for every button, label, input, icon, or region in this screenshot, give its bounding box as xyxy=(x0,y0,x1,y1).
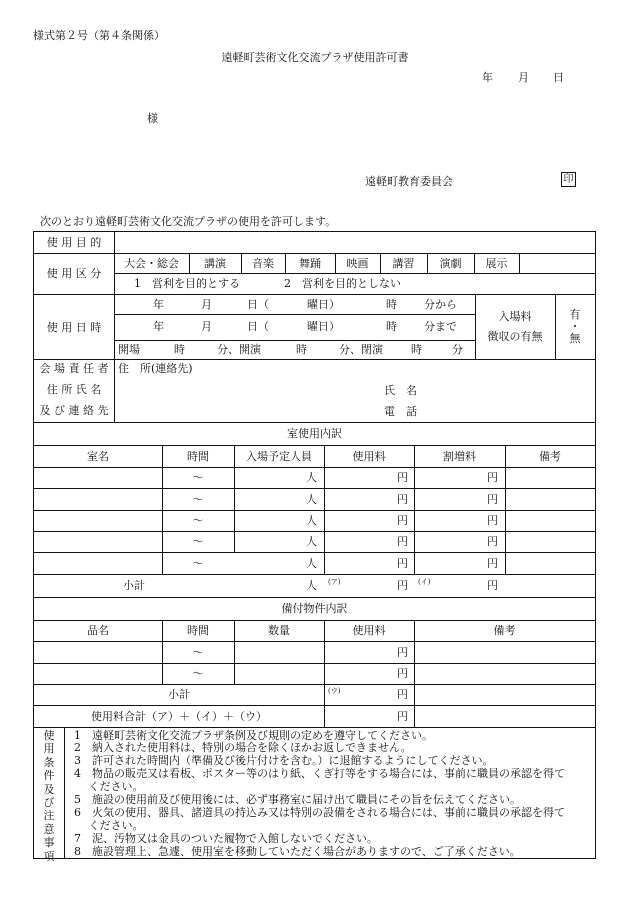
close-hour: 時 xyxy=(411,343,422,356)
room-time[interactable]: ～ xyxy=(192,514,204,527)
permit-form xyxy=(33,231,596,863)
condition-line: 1 遠軽町芸術文化交流プラザ条例及び規則の定めを遵守してください。 xyxy=(74,729,433,742)
start-weekday: 曜日） xyxy=(307,298,340,311)
equipment-time[interactable]: ～ xyxy=(192,667,204,680)
room-time[interactable]: ～ xyxy=(192,557,204,570)
end-hour: 時 xyxy=(386,320,397,333)
manager-phone[interactable]: 電 話 xyxy=(384,405,417,418)
condition-line: 5 施設の使用前及び使用後には、必ず事務室に届け出て職員にその旨を伝えてください。 xyxy=(74,793,521,806)
room-fee[interactable]: 円 xyxy=(397,514,408,527)
condition-line: 7 泥、汚物又は金具のついた履物で入館しないでください。 xyxy=(74,832,378,845)
rooms-header-time: 時間 xyxy=(187,450,209,463)
room-surcharge[interactable]: 円 xyxy=(487,514,498,527)
room-surcharge[interactable]: 円 xyxy=(487,471,498,484)
equipment-header-qty: 数量 xyxy=(268,624,290,637)
start-time-label: 、開演 xyxy=(228,343,261,356)
condition-line: 3 許可された時間内（準備及び後片付けを含む。）に退館するようにしてください。 xyxy=(74,754,494,767)
purpose-field[interactable] xyxy=(116,233,593,252)
rooms-subtotal-fee: 円 xyxy=(397,579,408,592)
admission-collect-label: 徴収の有無 xyxy=(487,330,543,343)
rooms-subtotal-fee-mark: (ア) xyxy=(328,578,341,586)
close-minute: 分 xyxy=(452,343,463,356)
date-year: 年 xyxy=(482,71,493,84)
category-option[interactable]: 講習 xyxy=(392,257,415,270)
start-minute: 分から xyxy=(424,298,457,311)
category-option[interactable]: 映画 xyxy=(346,257,369,270)
end-day: 日（ xyxy=(247,320,269,333)
condition-line: 6 火気の使用、器具、諸道具の持込み又は特別の設備をされる場合には、事前に職員の承認を得て xyxy=(74,806,565,819)
room-fee[interactable]: 円 xyxy=(397,557,408,570)
category-option[interactable]: 演劇 xyxy=(439,257,462,270)
purpose-label: 使 用 目 的 xyxy=(46,236,102,249)
end-minute: 分まで xyxy=(424,320,457,333)
rooms-header-people: 入場予定人員 xyxy=(246,450,312,463)
close-time-label: 、閉演 xyxy=(350,343,383,356)
condition-line: 4 物品の販売又は看板、ポスター等のはり紙、くぎ打等をする場合には、事前に職員の承認を得て xyxy=(74,767,565,780)
equipment-title: 備付物件内訳 xyxy=(281,602,348,615)
category-option[interactable]: 講演 xyxy=(204,257,226,270)
admission-no[interactable]: 無 xyxy=(569,332,581,345)
category-option[interactable]: 舞踊 xyxy=(299,257,321,270)
nonprofit-option[interactable]: 2 営利を目的としない xyxy=(284,277,401,290)
room-fee[interactable]: 円 xyxy=(397,471,408,484)
rooms-header-fee: 使用料 xyxy=(352,450,386,463)
condition-line: ください。 xyxy=(74,780,144,793)
start-year: 年 xyxy=(153,298,164,311)
room-people[interactable]: 人 xyxy=(306,493,317,506)
room-people[interactable]: 人 xyxy=(306,535,317,548)
equipment-time[interactable]: ～ xyxy=(192,646,204,659)
room-time[interactable]: ～ xyxy=(192,471,204,484)
total-label: 使用料合計（ア）＋（イ）＋（ウ） xyxy=(91,710,267,723)
condition-line: 2 納入された使用料は、特別の場合を除くほかお返しできません。 xyxy=(74,741,412,754)
intro-text: 次のとおり遠軽町芸術文化交流プラザの使用を許可します。 xyxy=(40,215,337,228)
admission-label: 入場料 xyxy=(498,310,532,323)
open-minute: 分 xyxy=(217,343,228,356)
rooms-subtotal-label: 小計 xyxy=(123,579,145,592)
addressee-suffix: 様 xyxy=(147,112,158,125)
room-surcharge[interactable]: 円 xyxy=(487,493,498,506)
room-fee[interactable]: 円 xyxy=(397,535,408,548)
equipment-subtotal-fee: 円 xyxy=(397,688,408,701)
start-month: 月 xyxy=(201,298,212,311)
room-time[interactable]: ～ xyxy=(192,535,204,548)
seal-stamp: 印 xyxy=(561,172,576,187)
end-weekday: 曜日） xyxy=(307,320,340,333)
category-label: 使 用 区 分 xyxy=(46,267,102,280)
date-day: 日 xyxy=(553,71,564,84)
condition-line: ください。 xyxy=(74,819,144,832)
rooms-header-surcharge: 割増料 xyxy=(443,450,476,463)
room-people[interactable]: 人 xyxy=(306,557,317,570)
manager-name[interactable]: 氏 名 xyxy=(384,384,417,397)
room-fee[interactable]: 円 xyxy=(397,493,408,506)
rooms-header-room: 室名 xyxy=(87,450,109,463)
category-option[interactable]: 展示 xyxy=(485,257,508,270)
equipment-subtotal-label: 小計 xyxy=(168,688,190,701)
rooms-title: 室使用内訳 xyxy=(287,427,342,440)
issuer: 遠軽町教育委員会 xyxy=(365,175,453,188)
page-title: 遠軽町芸術文化交流プラザ使用許可書 xyxy=(221,51,409,64)
form-number: 様式第２号（第４条関係） xyxy=(33,29,165,42)
room-surcharge[interactable]: 円 xyxy=(487,557,498,570)
equipment-fee[interactable]: 円 xyxy=(397,646,408,659)
open-time-label: 開場 xyxy=(118,343,140,356)
manager-label-3: 及 び 連 絡 先 xyxy=(39,404,109,417)
equipment-header-time: 時間 xyxy=(187,624,209,637)
manager-label-1: 会 場 責 任 者 xyxy=(39,362,109,375)
end-month: 月 xyxy=(201,320,212,333)
category-option[interactable]: 大会・総会 xyxy=(124,257,179,270)
equipment-subtotal-mark: (ウ) xyxy=(328,687,341,695)
total-fee: 円 xyxy=(397,710,408,723)
room-people[interactable]: 人 xyxy=(306,471,317,484)
manager-label-2: 住 所 氏 名 xyxy=(46,383,102,396)
conditions-label: 使用条件及び注意事項 xyxy=(43,729,55,863)
date-month: 月 xyxy=(518,71,529,84)
rooms-header-notes: 備考 xyxy=(539,450,561,463)
equipment-fee[interactable]: 円 xyxy=(397,667,408,680)
equipment-header-notes: 備考 xyxy=(493,624,516,637)
start-time-hour: 時 xyxy=(296,343,307,356)
rooms-subtotal-people: 人 xyxy=(306,579,317,592)
manager-address[interactable]: 住 所(連絡先) xyxy=(118,362,193,375)
end-year: 年 xyxy=(153,320,164,333)
open-hour: 時 xyxy=(174,343,185,356)
datetime-label: 使 用 日 時 xyxy=(46,321,102,334)
rooms-subtotal-surcharge: 円 xyxy=(487,579,498,592)
admission-yes[interactable]: 有 xyxy=(569,308,581,321)
equipment-header-item: 品名 xyxy=(87,624,109,637)
equipment-header-fee: 使用料 xyxy=(352,624,386,637)
room-surcharge[interactable]: 円 xyxy=(487,535,498,548)
room-time[interactable]: ～ xyxy=(192,493,204,506)
condition-line: 8 施設管理上、急遽、使用室を移動していただく場合がありますので、ご了承ください。 xyxy=(74,845,521,858)
start-time-minute: 分 xyxy=(339,343,350,356)
start-day: 日（ xyxy=(247,298,269,311)
admission-dot: ・ xyxy=(569,320,581,333)
room-people[interactable]: 人 xyxy=(306,514,317,527)
profit-option[interactable]: 1 営利を目的とする xyxy=(134,277,240,290)
category-option[interactable]: 音楽 xyxy=(252,257,274,270)
rooms-subtotal-surcharge-mark: (イ) xyxy=(418,578,431,586)
start-hour: 時 xyxy=(386,298,397,311)
